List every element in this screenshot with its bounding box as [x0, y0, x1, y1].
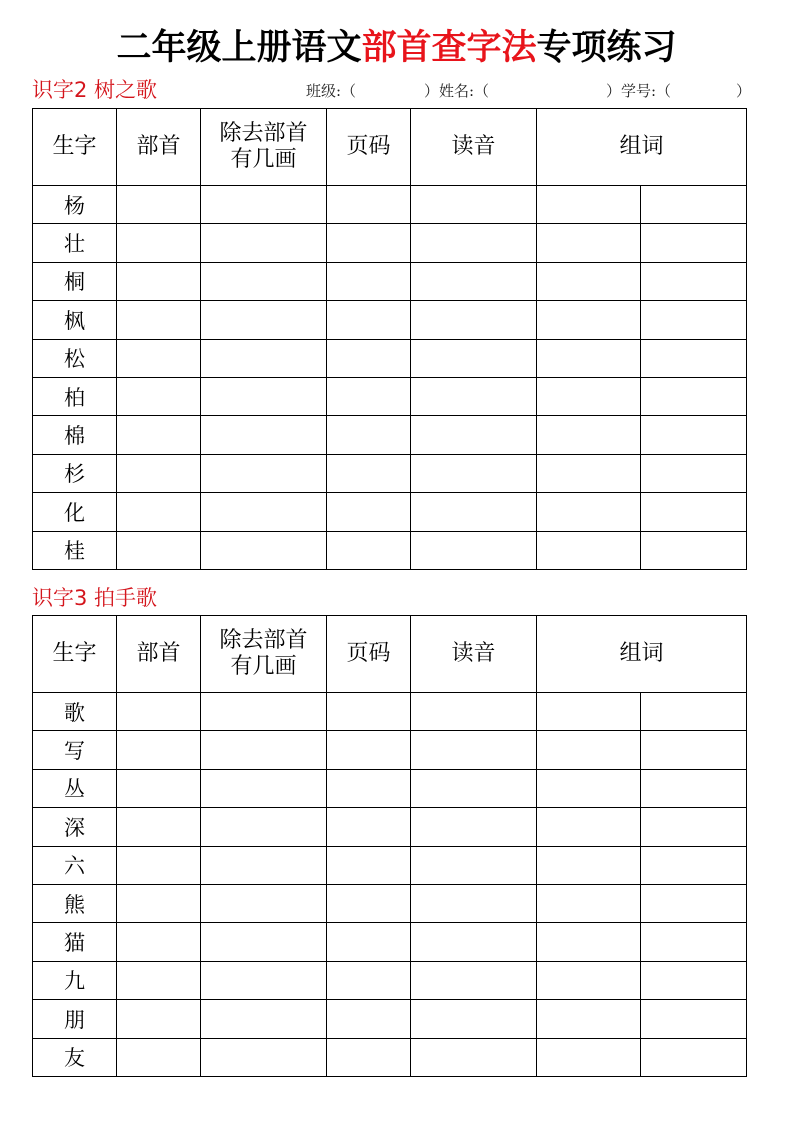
page-input-cell[interactable]: [327, 1000, 411, 1038]
student-number-close: ）: [736, 82, 752, 100]
header-char: 生字: [33, 616, 117, 693]
strokes-input-cell[interactable]: [201, 339, 327, 377]
table-row: [33, 1000, 747, 1038]
word-input-cell-2[interactable]: [641, 493, 747, 531]
char-cell: 杉: [33, 454, 117, 492]
char-cell: 柏: [33, 377, 117, 415]
pinyin-input-cell[interactable]: [411, 769, 537, 807]
word-input-cell-2[interactable]: [641, 377, 747, 415]
char-cell: 化: [33, 493, 117, 531]
word-input-cell-1[interactable]: [537, 339, 641, 377]
radical-input-cell[interactable]: [117, 769, 201, 807]
strokes-input-cell[interactable]: [201, 262, 327, 300]
word-input-cell-1[interactable]: [537, 808, 641, 846]
pinyin-input-cell[interactable]: [411, 301, 537, 339]
char-cell: 友: [33, 1038, 117, 1076]
page-input-cell[interactable]: [327, 377, 411, 415]
page-input-cell[interactable]: [327, 531, 411, 569]
radical-input-cell[interactable]: [117, 693, 201, 731]
table-row: [33, 846, 747, 884]
strokes-input-cell[interactable]: [201, 808, 327, 846]
char-cell: 猫: [33, 923, 117, 961]
pinyin-input-cell[interactable]: [411, 531, 537, 569]
word-input-cell-1[interactable]: [537, 186, 641, 224]
table-row: [33, 961, 747, 999]
pinyin-input-cell[interactable]: [411, 808, 537, 846]
table-row: [33, 224, 747, 262]
char-cell: 松: [33, 339, 117, 377]
word-input-cell-1[interactable]: [537, 377, 641, 415]
page-input-cell[interactable]: [327, 884, 411, 922]
radical-input-cell[interactable]: [117, 808, 201, 846]
pinyin-input-cell[interactable]: [411, 693, 537, 731]
strokes-input-cell[interactable]: [201, 961, 327, 999]
word-input-cell-2[interactable]: [641, 808, 747, 846]
word-input-cell-2[interactable]: [641, 693, 747, 731]
radical-input-cell[interactable]: [117, 1038, 201, 1076]
word-input-cell-1[interactable]: [537, 846, 641, 884]
word-input-cell-2[interactable]: [641, 262, 747, 300]
page-title: [0, 24, 793, 72]
section-1-table: [32, 108, 747, 570]
header-page: 页码: [327, 616, 411, 693]
pinyin-input-cell[interactable]: [411, 846, 537, 884]
header-words: 组词: [537, 109, 747, 186]
header-words: 组词: [537, 616, 747, 693]
word-input-cell-2[interactable]: [641, 301, 747, 339]
char-cell: 九: [33, 961, 117, 999]
radical-input-cell[interactable]: [117, 339, 201, 377]
header-strokes: 除去部首 有几画: [201, 109, 327, 186]
word-input-cell-2[interactable]: [641, 339, 747, 377]
radical-input-cell[interactable]: [117, 923, 201, 961]
word-input-cell-1[interactable]: [537, 961, 641, 999]
page-input-cell[interactable]: [327, 731, 411, 769]
title-part-1: 二年级上册语文: [116, 28, 362, 68]
char-cell: 深: [33, 808, 117, 846]
page-input-cell[interactable]: [327, 808, 411, 846]
header-strokes: 除去部首 有几画: [201, 616, 327, 693]
radical-input-cell[interactable]: [117, 416, 201, 454]
word-input-cell-1[interactable]: [537, 416, 641, 454]
page-input-cell[interactable]: [327, 339, 411, 377]
pinyin-input-cell[interactable]: [411, 262, 537, 300]
word-input-cell-2[interactable]: [641, 454, 747, 492]
word-input-cell-2[interactable]: [641, 846, 747, 884]
pinyin-input-cell[interactable]: [411, 377, 537, 415]
word-input-cell-2[interactable]: [641, 731, 747, 769]
strokes-input-cell[interactable]: [201, 1038, 327, 1076]
word-input-cell-1[interactable]: [537, 884, 641, 922]
pinyin-input-cell[interactable]: [411, 493, 537, 531]
char-cell: 写: [33, 731, 117, 769]
table-row: [33, 731, 747, 769]
page-input-cell[interactable]: [327, 846, 411, 884]
word-input-cell-1[interactable]: [537, 454, 641, 492]
page-input-cell[interactable]: [327, 262, 411, 300]
page-input-cell[interactable]: [327, 186, 411, 224]
word-input-cell-1[interactable]: [537, 923, 641, 961]
char-cell: 六: [33, 846, 117, 884]
strokes-input-cell[interactable]: [201, 693, 327, 731]
table-row: [33, 808, 747, 846]
word-input-cell-2[interactable]: [641, 1038, 747, 1076]
table-row: [33, 531, 747, 569]
table-row: [33, 454, 747, 492]
pinyin-input-cell[interactable]: [411, 416, 537, 454]
page-input-cell[interactable]: [327, 769, 411, 807]
header-pinyin: 读音: [411, 109, 537, 186]
radical-input-cell[interactable]: [117, 846, 201, 884]
word-input-cell-2[interactable]: [641, 884, 747, 922]
char-cell: 丛: [33, 769, 117, 807]
title-highlight: 部首查字法: [361, 28, 537, 68]
word-input-cell-2[interactable]: [641, 769, 747, 807]
header-pinyin: 读音: [411, 616, 537, 693]
strokes-input-cell[interactable]: [201, 454, 327, 492]
radical-input-cell[interactable]: [117, 731, 201, 769]
char-cell: 枫: [33, 301, 117, 339]
header-page: 页码: [327, 109, 411, 186]
student-number-label: ）学号:（: [606, 82, 672, 100]
table-row: [33, 1038, 747, 1076]
table-row: [33, 884, 747, 922]
page-input-cell[interactable]: [327, 416, 411, 454]
page-input-cell[interactable]: [327, 224, 411, 262]
strokes-input-cell[interactable]: [201, 923, 327, 961]
pinyin-input-cell[interactable]: [411, 731, 537, 769]
table-row: [33, 186, 747, 224]
page-input-cell[interactable]: [327, 493, 411, 531]
strokes-input-cell[interactable]: [201, 884, 327, 922]
radical-input-cell[interactable]: [117, 531, 201, 569]
table-row: [33, 262, 747, 300]
pinyin-input-cell[interactable]: [411, 339, 537, 377]
strokes-input-cell[interactable]: [201, 1000, 327, 1038]
char-cell: 桂: [33, 531, 117, 569]
class-field-label: 班级:（: [306, 82, 357, 100]
pinyin-input-cell[interactable]: [411, 1000, 537, 1038]
section-1-label: 识字2 树之歌: [32, 78, 158, 102]
section-1-header: [32, 76, 752, 104]
page-input-cell[interactable]: [327, 301, 411, 339]
strokes-input-cell[interactable]: [201, 186, 327, 224]
title-part-2: 专项练习: [536, 28, 677, 68]
pinyin-input-cell[interactable]: [411, 1038, 537, 1076]
word-input-cell-2[interactable]: [641, 186, 747, 224]
word-input-cell-2[interactable]: [641, 416, 747, 454]
page-input-cell[interactable]: [327, 1038, 411, 1076]
radical-input-cell[interactable]: [117, 961, 201, 999]
word-input-cell-1[interactable]: [537, 693, 641, 731]
pinyin-input-cell[interactable]: [411, 186, 537, 224]
word-input-cell-1[interactable]: [537, 262, 641, 300]
pinyin-input-cell[interactable]: [411, 961, 537, 999]
strokes-input-cell[interactable]: [201, 377, 327, 415]
radical-input-cell[interactable]: [117, 301, 201, 339]
page-input-cell[interactable]: [327, 923, 411, 961]
table-row: [33, 301, 747, 339]
radical-input-cell[interactable]: [117, 186, 201, 224]
table-row: [33, 693, 747, 731]
radical-input-cell[interactable]: [117, 262, 201, 300]
radical-input-cell[interactable]: [117, 377, 201, 415]
strokes-input-cell[interactable]: [201, 301, 327, 339]
strokes-input-cell[interactable]: [201, 416, 327, 454]
table-header-row: [33, 109, 747, 186]
pinyin-input-cell[interactable]: [411, 224, 537, 262]
name-field-label: ）姓名:（: [424, 82, 490, 100]
table-row: [33, 493, 747, 531]
page-input-cell[interactable]: [327, 693, 411, 731]
word-input-cell-2[interactable]: [641, 1000, 747, 1038]
char-cell: 桐: [33, 262, 117, 300]
word-input-cell-1[interactable]: [537, 1000, 641, 1038]
char-cell: 杨: [33, 186, 117, 224]
pinyin-input-cell[interactable]: [411, 884, 537, 922]
table-row: [33, 769, 747, 807]
word-input-cell-1[interactable]: [537, 1038, 641, 1076]
strokes-input-cell[interactable]: [201, 769, 327, 807]
table-row: [33, 377, 747, 415]
header-radical: 部首: [117, 109, 201, 186]
word-input-cell-1[interactable]: [537, 301, 641, 339]
word-input-cell-1[interactable]: [537, 224, 641, 262]
strokes-input-cell[interactable]: [201, 731, 327, 769]
strokes-input-cell[interactable]: [201, 224, 327, 262]
word-input-cell-1[interactable]: [537, 493, 641, 531]
strokes-input-cell[interactable]: [201, 493, 327, 531]
char-cell: 熊: [33, 884, 117, 922]
section-2-label: 识字3 拍手歌: [32, 586, 158, 610]
strokes-input-cell[interactable]: [201, 531, 327, 569]
word-input-cell-2[interactable]: [641, 961, 747, 999]
word-input-cell-1[interactable]: [537, 531, 641, 569]
table-header-row: [33, 616, 747, 693]
section-2-table: [32, 615, 747, 1077]
char-cell: 棉: [33, 416, 117, 454]
table-row: [33, 923, 747, 961]
word-input-cell-2[interactable]: [641, 531, 747, 569]
radical-input-cell[interactable]: [117, 493, 201, 531]
radical-input-cell[interactable]: [117, 884, 201, 922]
word-input-cell-2[interactable]: [641, 224, 747, 262]
page-input-cell[interactable]: [327, 961, 411, 999]
strokes-input-cell[interactable]: [201, 846, 327, 884]
table-row: [33, 339, 747, 377]
word-input-cell-1[interactable]: [537, 769, 641, 807]
radical-input-cell[interactable]: [117, 454, 201, 492]
char-cell: 歌: [33, 693, 117, 731]
pinyin-input-cell[interactable]: [411, 454, 537, 492]
header-radical: 部首: [117, 616, 201, 693]
pinyin-input-cell[interactable]: [411, 923, 537, 961]
word-input-cell-2[interactable]: [641, 923, 747, 961]
char-cell: 朋: [33, 1000, 117, 1038]
char-cell: 壮: [33, 224, 117, 262]
table-row: [33, 416, 747, 454]
page-input-cell[interactable]: [327, 454, 411, 492]
word-input-cell-1[interactable]: [537, 731, 641, 769]
radical-input-cell[interactable]: [117, 1000, 201, 1038]
radical-input-cell[interactable]: [117, 224, 201, 262]
header-char: 生字: [33, 109, 117, 186]
